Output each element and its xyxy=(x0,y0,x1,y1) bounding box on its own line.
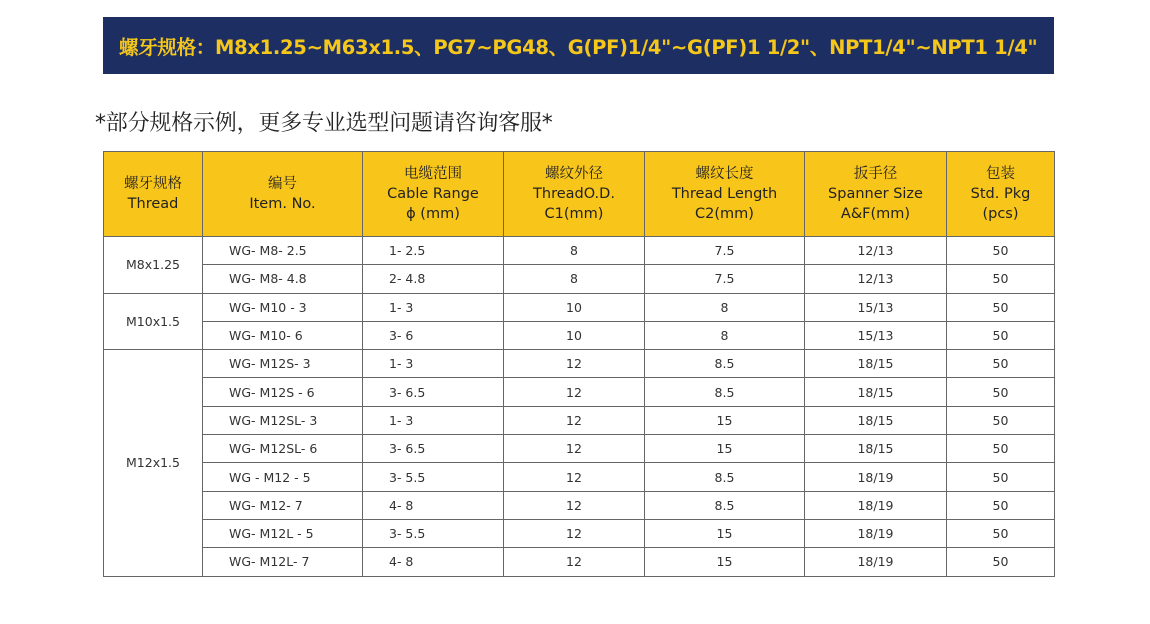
cell-thread-od: 8 xyxy=(504,237,645,265)
cell-thread-od: 10 xyxy=(504,321,645,349)
header-item-no-line1: 编号 xyxy=(268,176,297,192)
cell-spanner-size: 18/15 xyxy=(805,378,947,406)
cell-thread-od: 12 xyxy=(504,548,645,576)
cell-spanner-size: 12/13 xyxy=(805,237,947,265)
cell-item-no: WG- M12SL- 3 xyxy=(203,406,363,434)
spec-table xyxy=(103,151,1055,577)
cell-thread-length: 15 xyxy=(645,435,805,463)
cell-item-no: WG- M8- 4.8 xyxy=(203,265,363,293)
cell-thread-length: 8.5 xyxy=(645,350,805,378)
cell-item-no: WG- M12S- 3 xyxy=(203,350,363,378)
cell-item-no: WG- M10- 6 xyxy=(203,321,363,349)
header-cable-range xyxy=(363,152,504,237)
cell-thread-length: 8.5 xyxy=(645,463,805,491)
header-std-pkg-line2: Std. Pkg xyxy=(970,186,1031,202)
cell-std-pkg: 50 xyxy=(947,463,1055,491)
table-row xyxy=(104,321,1055,349)
cell-std-pkg: 50 xyxy=(947,321,1055,349)
spec-note: *部分规格示例，更多专业选型问题请咨询客服* xyxy=(95,111,553,136)
cell-cable-range: 4- 8 xyxy=(363,491,504,519)
cell-thread-length: 15 xyxy=(645,548,805,576)
cell-cable-range: 1- 3 xyxy=(363,406,504,434)
header-std-pkg-line1: 包装 xyxy=(986,166,1015,182)
cell-cable-range: 1- 3 xyxy=(363,293,504,321)
header-spanner-size xyxy=(805,152,947,237)
cell-cable-range: 3- 6.5 xyxy=(363,378,504,406)
table-row xyxy=(104,378,1055,406)
cell-spanner-size: 15/13 xyxy=(805,293,947,321)
cell-thread-od: 8 xyxy=(504,265,645,293)
header-cable-range-line3: ϕ (mm) xyxy=(406,206,460,222)
cell-thread-length: 8 xyxy=(645,321,805,349)
cell-thread-od: 12 xyxy=(504,491,645,519)
cell-std-pkg: 50 xyxy=(947,435,1055,463)
header-spanner-size-line3: A&F(mm) xyxy=(840,206,911,222)
cell-item-no: WG- M12S - 6 xyxy=(203,378,363,406)
cell-spanner-size: 18/15 xyxy=(805,435,947,463)
table-row xyxy=(104,293,1055,321)
header-spanner-size-line2: Spanner Size xyxy=(828,186,923,202)
cell-cable-range: 3- 5.5 xyxy=(363,519,504,547)
cell-std-pkg: 50 xyxy=(947,491,1055,519)
cell-item-no: WG- M12- 7 xyxy=(203,491,363,519)
cell-thread-length: 15 xyxy=(645,406,805,434)
cell-thread-od: 12 xyxy=(504,378,645,406)
cell-item-no: WG - M12 - 5 xyxy=(203,463,363,491)
header-thread-od-line2: ThreadO.D. xyxy=(533,186,615,202)
cell-spanner-size: 12/13 xyxy=(805,265,947,293)
cell-spanner-size: 18/15 xyxy=(805,350,947,378)
table-row xyxy=(104,491,1055,519)
header-thread-od-line1: 螺纹外径 xyxy=(545,166,603,182)
table-body xyxy=(104,237,1055,577)
cell-thread-od: 12 xyxy=(504,463,645,491)
header-std-pkg-line3: (pcs) xyxy=(982,206,1019,222)
header-cable-range-line1: 电缆范围 xyxy=(404,166,462,182)
header-thread-line2: Thread xyxy=(127,196,179,212)
table-header xyxy=(104,152,1055,237)
header-thread-od xyxy=(504,152,645,237)
cell-std-pkg: 50 xyxy=(947,406,1055,434)
cell-std-pkg: 50 xyxy=(947,548,1055,576)
cell-thread: M10x1.5 xyxy=(104,293,203,350)
cell-thread-length: 15 xyxy=(645,519,805,547)
header-thread-od-line3: C1(mm) xyxy=(544,206,604,222)
cell-item-no: WG- M12L- 7 xyxy=(203,548,363,576)
cell-thread: M8x1.25 xyxy=(104,237,203,294)
cell-thread: M12x1.5 xyxy=(104,350,203,576)
cell-item-no: WG- M10 - 3 xyxy=(203,293,363,321)
cell-spanner-size: 18/19 xyxy=(805,491,947,519)
cell-thread-od: 12 xyxy=(504,519,645,547)
header-item-no-line2: Item. No. xyxy=(249,196,316,212)
cell-thread-od: 12 xyxy=(504,406,645,434)
header-thread-length xyxy=(645,152,805,237)
cell-item-no: WG- M8- 2.5 xyxy=(203,237,363,265)
cell-cable-range: 3- 6 xyxy=(363,321,504,349)
cell-spanner-size: 15/13 xyxy=(805,321,947,349)
cell-cable-range: 3- 5.5 xyxy=(363,463,504,491)
cell-thread-length: 8.5 xyxy=(645,378,805,406)
cell-std-pkg: 50 xyxy=(947,519,1055,547)
cell-spanner-size: 18/19 xyxy=(805,548,947,576)
cell-thread-od: 10 xyxy=(504,293,645,321)
cell-item-no: WG- M12SL- 6 xyxy=(203,435,363,463)
cell-cable-range: 1- 3 xyxy=(363,350,504,378)
thread-spec-banner xyxy=(103,17,1054,74)
cell-thread-od: 12 xyxy=(504,350,645,378)
cell-std-pkg: 50 xyxy=(947,293,1055,321)
header-std-pkg xyxy=(947,152,1055,237)
cell-thread-length: 8.5 xyxy=(645,491,805,519)
banner-text: 螺牙规格：M8x1.25~M63x1.5、PG7~PG48、G(PF)1/4"~G(PF)1 1/2"、NPT1/4"~NPT1 1/4" xyxy=(119,35,1038,59)
cell-cable-range: 4- 8 xyxy=(363,548,504,576)
table-row xyxy=(104,463,1055,491)
cell-std-pkg: 50 xyxy=(947,350,1055,378)
table-row xyxy=(104,350,1055,378)
cell-std-pkg: 50 xyxy=(947,265,1055,293)
header-row xyxy=(104,152,1055,237)
cell-thread-length: 7.5 xyxy=(645,237,805,265)
table-row xyxy=(104,237,1055,265)
header-thread-length-line1: 螺纹长度 xyxy=(695,166,754,182)
cell-cable-range: 2- 4.8 xyxy=(363,265,504,293)
table-row xyxy=(104,406,1055,434)
table-row xyxy=(104,435,1055,463)
cell-spanner-size: 18/19 xyxy=(805,463,947,491)
cell-item-no: WG- M12L - 5 xyxy=(203,519,363,547)
cell-spanner-size: 18/19 xyxy=(805,519,947,547)
table-row xyxy=(104,265,1055,293)
table-row xyxy=(104,519,1055,547)
cell-thread-length: 8 xyxy=(645,293,805,321)
cell-cable-range: 3- 6.5 xyxy=(363,435,504,463)
header-spanner-size-line1: 扳手径 xyxy=(853,166,898,182)
cell-cable-range: 1- 2.5 xyxy=(363,237,504,265)
table-row xyxy=(104,548,1055,576)
header-thread xyxy=(104,152,203,237)
cell-std-pkg: 50 xyxy=(947,378,1055,406)
header-cable-range-line2: Cable Range xyxy=(387,186,479,202)
cell-thread-length: 7.5 xyxy=(645,265,805,293)
cell-thread-od: 12 xyxy=(504,435,645,463)
header-thread-length-line3: C2(mm) xyxy=(695,206,754,222)
header-thread-length-line2: Thread Length xyxy=(671,186,778,202)
header-thread-line1: 螺牙规格 xyxy=(124,176,182,192)
cell-std-pkg: 50 xyxy=(947,237,1055,265)
cell-spanner-size: 18/15 xyxy=(805,406,947,434)
header-item-no xyxy=(203,152,363,237)
